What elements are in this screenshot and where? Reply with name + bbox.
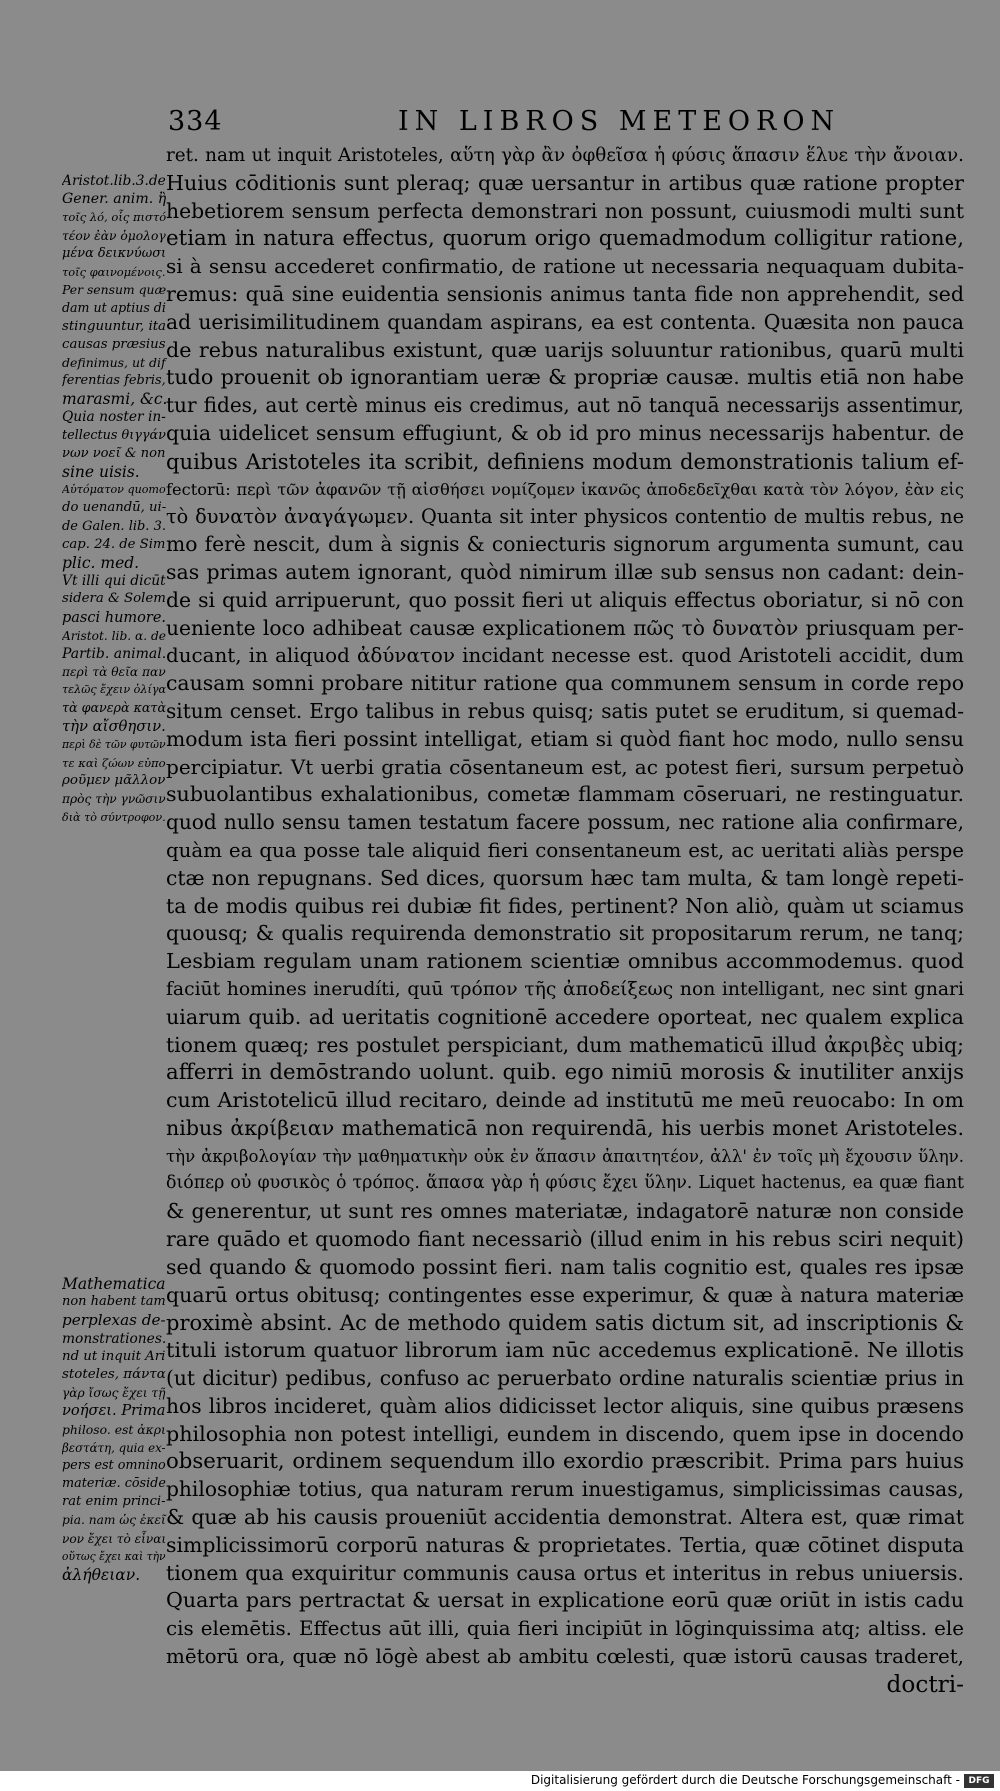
- margin-note-line: ἀλήθειαν.: [62, 1566, 141, 1584]
- margin-note-line: τελῶς ἔχειν ὀλίγα: [62, 683, 167, 697]
- text-line: obseruarit, ordinem sequendum illo exordio præscribit. Prima pars huius: [166, 1449, 964, 1475]
- margin-note-line: materiæ. cōside: [62, 1476, 166, 1492]
- text-line: sas primas autem ignorant, quòd nimirum illæ sub sensus non cadant: dein-: [166, 559, 964, 584]
- margin-note-line: tellectus θιγγάν: [62, 427, 166, 443]
- margin-note-line: pia. nam ὡς ἐκεῖ: [62, 1513, 166, 1528]
- margin-note-line: οὕτως ἔχει καὶ τὴν: [62, 1549, 166, 1563]
- text-line: ducant, in aliquod ἀδύνατον incidant necesse est. quod Aristoteli accidit, dum: [166, 644, 964, 668]
- page-number: 334: [168, 106, 223, 137]
- margin-note-line: sine uisis.: [62, 463, 140, 481]
- margin-note-line: do uenandū, ui-: [62, 500, 167, 516]
- margin-note-line: τοῖς λό, οἷς πιστό: [62, 210, 167, 225]
- margin-note-line: περὶ τὰ θεῖα παν: [62, 665, 166, 680]
- text-line: philosophia non potest intelligi, eundem in discendo, quem ipse in docendo: [166, 1421, 964, 1446]
- text-line: remus: quā sine euidentia sensionis animus tanta fide non apprehendit, sed: [166, 281, 964, 306]
- text-line: simplicissimorū corporū naturas & proprietates. Tertia, quæ cōtinet disputa: [166, 1532, 964, 1557]
- text-line: quàm ea qua posse tale aliquid fieri consentaneum est, ac ueritati aliàs perspe: [166, 838, 964, 862]
- digitization-footer: [0, 1771, 1000, 1791]
- text-line: situm censet. Ergo talibus in rebus quisq; satis putet se eruditum, si quemad-: [166, 698, 964, 723]
- text-line: quarū ortus obitusq; contingentes esse experimur, & quæ à natura materiæ: [166, 1282, 964, 1307]
- text-line: hebetiorem sensum perfecta demonstrari non possunt, cuiusmodi multi sunt: [166, 198, 964, 223]
- margin-note-line: νων νοεῖ & non: [62, 445, 166, 461]
- text-line: διόπερ οὐ φυσικὸς ὁ τρόπος. ἅπασα γὰρ ἡ φύσις ἔχει ὕλην. Liquet hactenus, ea quæ fiant: [166, 1173, 964, 1194]
- text-line: philosophiæ totius, qua naturam rerum inuestigamus, simplicissimas causas,: [166, 1477, 964, 1502]
- margin-note-line: Per sensum quæ: [62, 282, 167, 298]
- text-line: quod nullo sensu tamen testatum facere possum, nec ratione alia confirmare,: [166, 810, 964, 835]
- margin-note-line: πρὸς τὴν γνῶσιν: [62, 792, 166, 807]
- text-line: tionem quæq; res postulet perspiciant, dum mathematicū illud ἀκριβὲς ubiq;: [166, 1032, 964, 1057]
- margin-notes-upper: [62, 172, 167, 827]
- text-line: & quæ ab his causis proueniūt accidentia demonstrat. Altera est, quæ rimat: [166, 1505, 964, 1530]
- text-line: Lesbiam regulam unam rationem scientiæ omnibus accommodemus. quod: [166, 949, 964, 974]
- text-line: tionem qua exquiritur communis causa ortus et interitus in rebus uniuersis.: [166, 1560, 964, 1585]
- margin-note-line: ferentias febris,: [62, 373, 166, 389]
- margin-note-line: dam ut aptius di: [62, 300, 166, 316]
- dfg-logo: DFG: [964, 1774, 994, 1788]
- margin-note-line: causas præsius: [62, 336, 166, 352]
- text-line: cis elemētis. Effectus aūt illi, quia fieri incipiūt in lōginquissima atq; altiss. ele: [166, 1617, 964, 1641]
- margin-note-line: definimus, ut dif: [62, 354, 166, 370]
- text-line: causam somni probare nititur ratione qua communem sensum in corde repo: [166, 671, 964, 696]
- text-line: nibus ἀκρίβειαν mathematicā non requirendā, his uerbis monet Aristoteles.: [166, 1115, 964, 1140]
- margin-note-line: de Galen. lib. 3.: [62, 518, 166, 534]
- margin-note-line: sidera & Solem: [62, 591, 166, 607]
- text-line: proximè absint. Ac de methodo quidem satis dictum sit, ad inscriptionis &: [166, 1310, 964, 1336]
- margin-note-line: nd ut inquit Ari: [62, 1348, 166, 1364]
- margin-note-line: Partib. animal.: [62, 645, 167, 662]
- text-line: tur fides, aut certè minus eis credimus, aut nō tanquā necessarijs assentimur,: [166, 393, 964, 418]
- margin-note-line: μένα δεικνύωσι: [62, 245, 167, 261]
- text-line: ctæ non repugnans. Sed dices, quorsum hæc tam multa, & tam longè repeti-: [166, 865, 964, 890]
- margin-notes-lower: [62, 1275, 167, 1584]
- margin-note-line: τέον ἐὰν ὁμολογ: [62, 228, 166, 243]
- margin-note-line: περὶ δὲ τῶν φυτῶν: [62, 737, 166, 751]
- text-line: ueniente loco adhibeat causæ explicationem πῶς τὸ δυνατὸν priusquam per-: [166, 615, 964, 640]
- margin-note-line: τε καὶ ζώων εὐπο: [62, 756, 166, 770]
- margin-note-line: βεστάτη, quia ex-: [62, 1440, 166, 1455]
- text-line: hos libros incideret, quàm alios didicisset lector aliquis, sine quibus præsens: [166, 1393, 964, 1418]
- text-line: uiarum quib. ad ueritatis cognitionē accedere oporteat, nec qualem explica: [166, 1004, 964, 1029]
- text-line: ta de modis quibus rei dubiæ fit fides, pertinent? Non aliò, quàm ut sciamus: [166, 893, 964, 918]
- text-line: de rebus naturalibus existunt, quæ uarijs soluuntur rationibus, quarū multi: [166, 337, 964, 362]
- text-line: doctri-: [886, 1670, 964, 1698]
- text-line: ret. nam ut inquit Aristoteles, αὕτη γὰρ ἂν ὀφθεῖσα ἡ φύσις ἅπασιν ἕλυε τὴν ἄνοιαν.: [166, 145, 964, 166]
- margin-note-line: pers est omnino: [62, 1457, 166, 1473]
- text-line: si à sensu accederet confirmatio, de ratione ut necessaria nequaquam dubita-: [166, 254, 964, 279]
- margin-note-line: philoso. est ἀκρι: [62, 1421, 166, 1437]
- text-line: modum ista fieri possint intelligat, etiam si quòd fiant hoc modo, nullo sensu: [166, 726, 964, 751]
- text-line: quia uidelicet sensum effugiunt, & ob id pro minus necessarijs habentur. de: [166, 420, 964, 445]
- text-line: (ut dicitur) pedibus, confuso ac peruerbato ordine naturalis scientiæ prius in: [166, 1366, 964, 1391]
- margin-note-line: non habent tam: [62, 1294, 166, 1310]
- margin-note-line: Αὐτόματον quomo: [62, 483, 166, 497]
- margin-note-line: cap. 24. de Sim: [62, 536, 166, 552]
- running-head: IN LIBROS METEORON: [398, 106, 841, 137]
- margin-note-line: τὰ φανερὰ κατὰ: [62, 700, 166, 716]
- margin-note-line: τοῖς φαινομένοις.: [62, 264, 166, 279]
- text-line: rare quādo et quomodo fiant necessariò (illud enim in his rebus sciri nequit): [166, 1227, 964, 1252]
- text-line: de si quid arripuerunt, quo possit fieri ut aliquis effectus oboriatur, si nō con: [166, 587, 964, 612]
- margin-note-line: διὰ τὸ σύντροφον.: [62, 810, 166, 824]
- margin-note-line: γὰρ ἴσως ἔχει τῇ: [62, 1386, 166, 1401]
- margin-note-line: τὴν αἴσθησιν.: [62, 717, 166, 735]
- margin-note-line: marasmi, &c.: [62, 390, 167, 409]
- body-text: [166, 142, 964, 1699]
- margin-note-line: plic. med.: [62, 553, 140, 572]
- margin-note-line: stoteles, πάντα: [62, 1366, 166, 1382]
- text-line: tudo prouenit ob ignorantiam ueræ & propriæ causæ. multis etiā non habe: [166, 365, 964, 390]
- text-line: Quarta pars pertractat & uersat in explicatione eorū quæ oriūt in istis cadu: [166, 1588, 964, 1613]
- text-line: τὴν ἀκριβολογίαν τὴν μαθηματικὴν οὐκ ἐν ἅπασιν ἀπαιτητέον, ἀλλ' ἐν τοῖς μὴ ἔχουσιν ὕλην.: [166, 1146, 964, 1166]
- text-line: fectorū: περὶ τῶν ἀφανῶν τῇ αἰσθήσει νομίζομεν ἱκανῶς ἀποδεδεῖχθαι κατὰ τὸν λόγον, ἐὰν εἰς: [166, 479, 964, 499]
- margin-note-line: Gener. anim. ἢ: [62, 191, 167, 208]
- text-line: cum Aristotelicū illud recitaro, deinde ad institutū me meū reuocabo: In om: [166, 1088, 964, 1113]
- text-line: etiam in natura effectus, quorum origo quemadmodum colligitur ratione,: [166, 226, 964, 252]
- margin-note-line: Vt illi qui dicūt: [62, 573, 166, 590]
- margin-note-line: Aristot.lib.3.de: [62, 173, 166, 189]
- text-line: percipiatur. Vt uerbi gratia cōsentaneum est, ac potest fieri, sursum perpetuò: [166, 754, 964, 779]
- text-line: faciūt homines inerudíti, quū τρόπον τῆς ἀποδείξεως non intelligant, nec sint gnari: [166, 978, 964, 1000]
- margin-note-line: ροῦμεν μᾶλλον: [62, 773, 166, 789]
- margin-note-line: pasci humore.: [62, 609, 167, 626]
- margin-note-line: νον ἔχει τὸ εἶναι: [62, 1531, 167, 1546]
- margin-note-line: Aristot. lib. α. de: [62, 628, 166, 643]
- text-line: mo ferè nescit, dum à signis & coniecturis signorum argumenta sumunt, cau: [166, 532, 964, 557]
- text-line: quibus Aristoteles ita scribit, definiens modum demonstrationis talium ef-: [166, 448, 964, 474]
- margin-note-line: Quia noster in-: [62, 409, 166, 426]
- text-line: sed quando & quomodo possint fieri. nam talis cognitio est, quales res ipsæ: [166, 1254, 964, 1279]
- margin-note-line: perplexas de-: [62, 1311, 166, 1330]
- text-line: subuolantibus exhalationibus, cometæ flammam cōseruari, ne restinguatur.: [166, 782, 964, 807]
- text-line: Huius cōditionis sunt pleraq; quæ uersantur in artibus quæ ratione propter: [166, 170, 964, 195]
- footer-credit: Digitalisierung gefördert durch die Deutsche Forschungsgemeinschaft -: [530, 1773, 960, 1787]
- text-line: τὸ δυνατὸν ἀναγάγωμεν. Quanta sit inter physicos contentio de multis rebus, ne: [166, 505, 964, 529]
- page-header: [168, 106, 958, 142]
- margin-note-line: rat enim princi-: [62, 1494, 166, 1510]
- text-line: quousq; & qualis requirenda demonstratio sit propositarum rerum, ne tanq;: [166, 921, 964, 946]
- text-line: tituli istorum quatuor librorum iam nūc accedemus explicationē. Ne illotis: [166, 1338, 964, 1363]
- text-line: mētorū ora, quæ nō lōgè abest ab ambitu cœlesti, quæ istorū causas traderet,: [166, 1645, 964, 1669]
- text-line: afferri in demōstrando uolunt. quib. ego nimiū morosis & inutiliter anxijs: [166, 1060, 964, 1086]
- margin-note-line: stinguuntur, ita: [62, 318, 166, 334]
- margin-note-line: monstrationes.: [62, 1330, 167, 1347]
- text-line: & generentur, ut sunt res omnes materiatæ, indagatorē naturæ non conside: [166, 1199, 964, 1224]
- margin-note-line: Mathematica: [62, 1275, 166, 1293]
- text-line: ad uerisimilitudinem quandam aspirans, ea est contenta. Quæsita non pauca: [166, 309, 964, 334]
- margin-note-line: νοήσει. Prima: [62, 1402, 166, 1420]
